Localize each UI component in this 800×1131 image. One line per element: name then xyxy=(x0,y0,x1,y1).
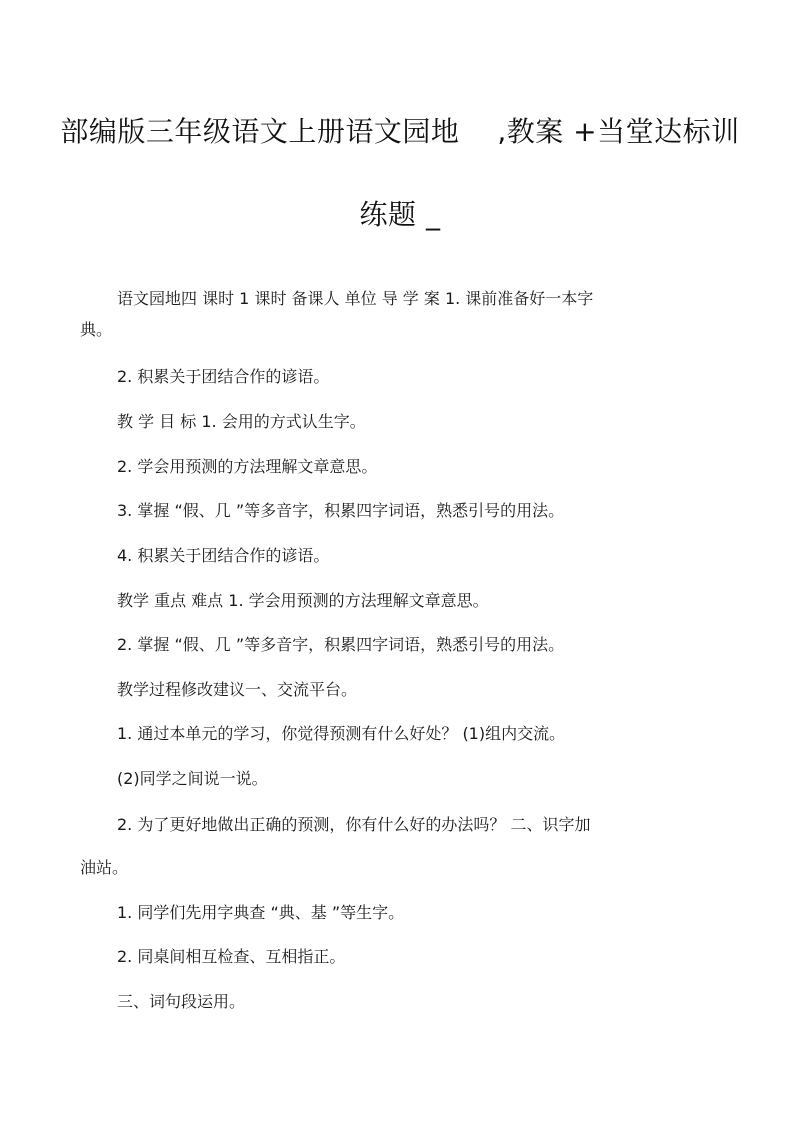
paragraph-line: 1. 同学们先用字典查 “典、基 ”等生字。 xyxy=(117,903,405,922)
title-part-a: 部编版三年级语文上册语文园地 xyxy=(60,115,460,148)
paragraph-line: 典。 xyxy=(80,320,113,339)
title-part-b: ,教案 +当堂达标训 xyxy=(497,115,740,148)
paragraph-line: 4. 积累关于团结合作的谚语。 xyxy=(117,546,330,565)
paragraph-line: 语文园地四 课时 1 课时 备课人 单位 导 学 案 1. 课前准备好一本字 xyxy=(117,289,594,308)
paragraph-line: 1. 通过本单元的学习，你觉得预测有什么好处？ (1)组内交流。 xyxy=(117,724,566,743)
paragraph-line: 2. 掌握 “假、几 ”等多音字，积累四字词语，熟悉引号的用法。 xyxy=(117,635,565,654)
paragraph-line: 教 学 目 标 1. 会用的方式认生字。 xyxy=(117,412,366,431)
paragraph-line: 2. 为了更好地做出正确的预测，你有什么好的办法吗？ 二、识字加 xyxy=(117,815,591,834)
paragraph-line: 2. 同桌间相互检查、互相指正。 xyxy=(117,947,346,966)
document-title-line-1 xyxy=(0,110,800,150)
paragraph-line: 教学过程修改建议一、交流平台。 xyxy=(117,680,358,699)
paragraph-line: (2)同学之间说一说。 xyxy=(117,769,268,788)
paragraph-line: 油站。 xyxy=(80,858,129,877)
paragraph-line: 2. 学会用预测的方法理解文章意思。 xyxy=(117,457,378,476)
paragraph-line: 2. 积累关于团结合作的谚语。 xyxy=(117,367,330,386)
paragraph-line: 3. 掌握 “假、几 ”等多音字，积累四字词语，熟悉引号的用法。 xyxy=(117,501,565,520)
paragraph-line: 教学 重点 难点 1. 学会用预测的方法理解文章意思。 xyxy=(117,591,489,610)
paragraph-line: 三、词句段运用。 xyxy=(117,992,246,1011)
document-title-line-2: 练题 _ xyxy=(359,198,441,231)
